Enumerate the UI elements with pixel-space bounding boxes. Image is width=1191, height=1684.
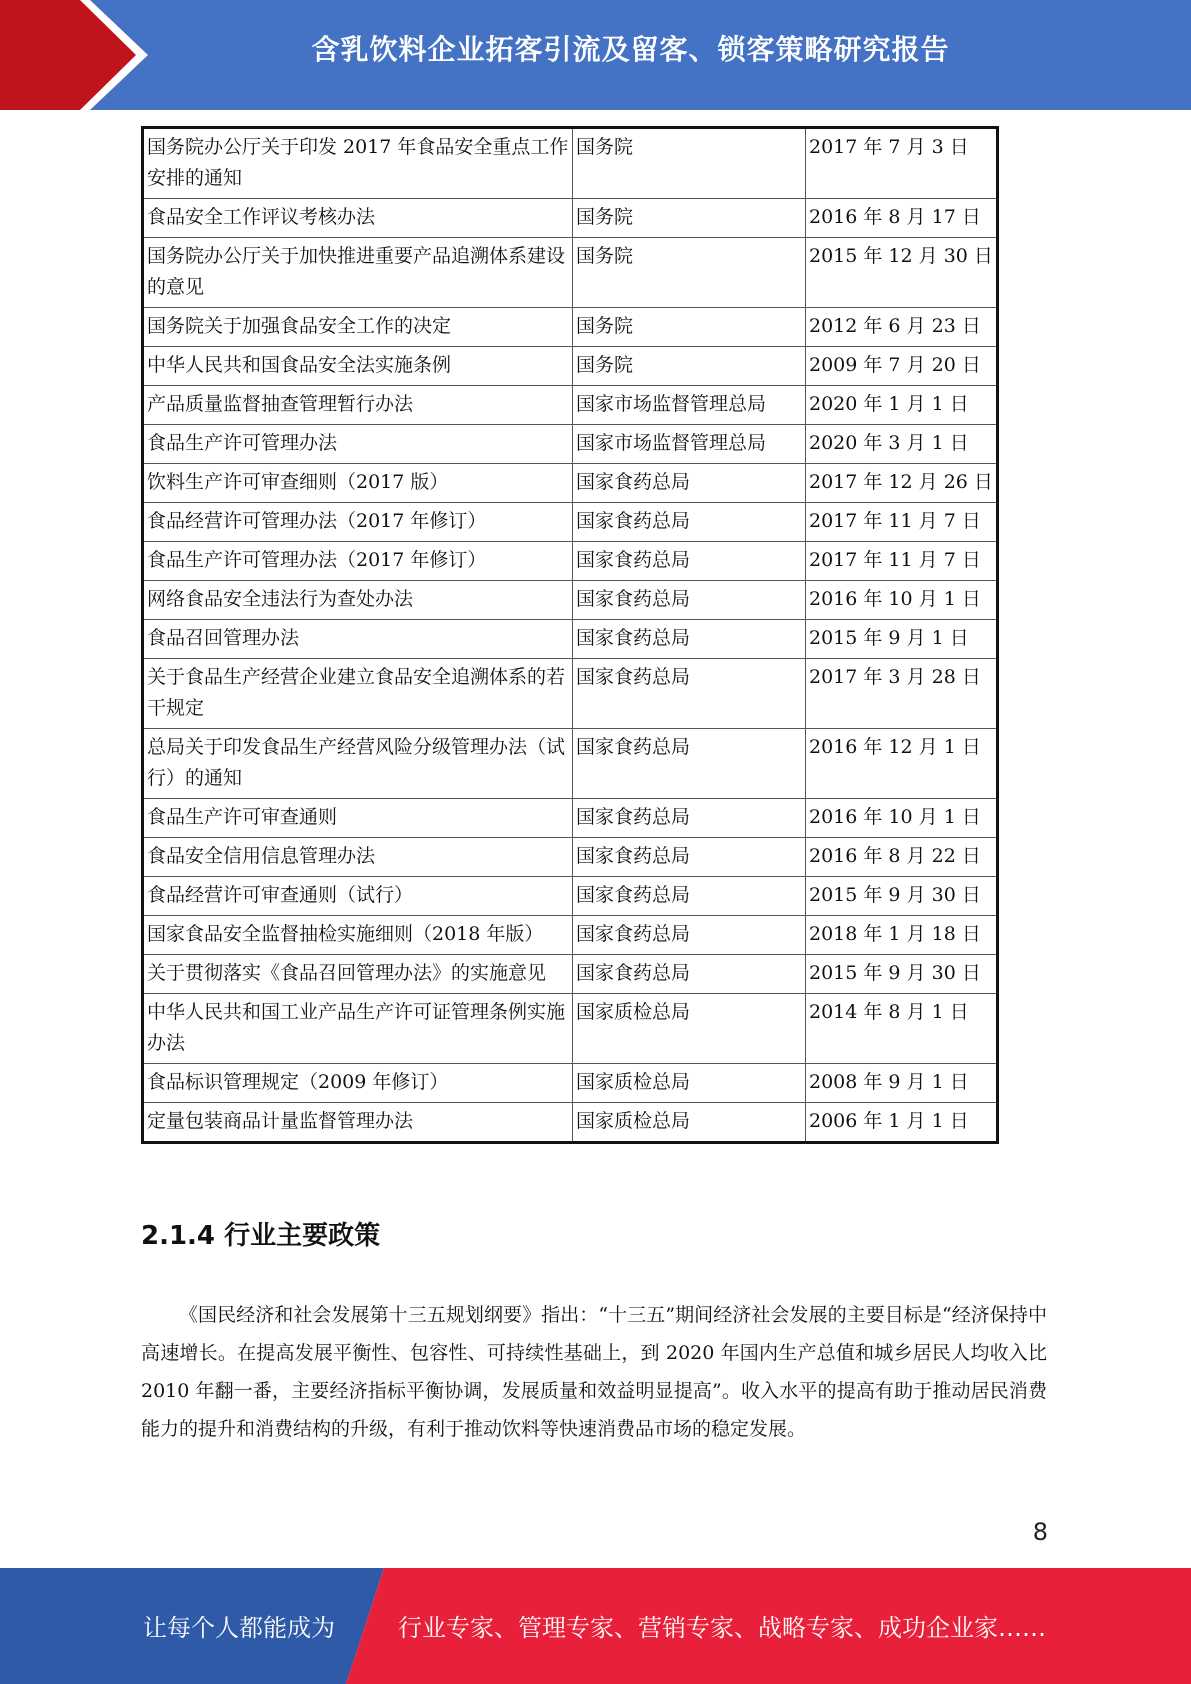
table-row [143, 1064, 998, 1103]
issuing-authority-cell: 国家质检总局 [573, 1103, 806, 1143]
effective-date-cell: 2016 年 10 月 1 日 [806, 581, 998, 620]
policy-name-cell: 食品召回管理办法 [143, 620, 573, 659]
table-row [143, 386, 998, 425]
table-row [143, 994, 998, 1064]
effective-date-cell: 2017 年 3 月 28 日 [806, 659, 998, 729]
effective-date-cell: 2016 年 10 月 1 日 [806, 799, 998, 838]
policy-name-cell: 国家食品安全监督抽检实施细则（2018 年版） [143, 916, 573, 955]
footer-slogan-left: 让每个人都能成为 [143, 1614, 335, 1642]
effective-date-cell: 2017 年 11 月 7 日 [806, 542, 998, 581]
table-row [143, 238, 998, 308]
issuing-authority-cell: 国家质检总局 [573, 1064, 806, 1103]
table-row [143, 659, 998, 729]
policy-name-cell: 食品标识管理规定（2009 年修订） [143, 1064, 573, 1103]
effective-date-cell: 2017 年 11 月 7 日 [806, 503, 998, 542]
issuing-authority-cell: 国务院 [573, 308, 806, 347]
footer-slogan-right: 行业专家、管理专家、营销专家、战略专家、成功企业家…… [398, 1614, 1046, 1642]
policy-table-body [143, 128, 998, 1143]
document-title: 含乳饮料企业拓客引流及留客、锁客策略研究报告 [311, 33, 950, 66]
issuing-authority-cell: 国务院 [573, 199, 806, 238]
issuing-authority-cell: 国家质检总局 [573, 994, 806, 1064]
policy-name-cell: 总局关于印发食品生产经营风险分级管理办法（试行）的通知 [143, 729, 573, 799]
table-row [143, 955, 998, 994]
issuing-authority-cell: 国家食药总局 [573, 581, 806, 620]
policy-name-cell: 食品生产许可审查通则 [143, 799, 573, 838]
issuing-authority-cell: 国家市场监督管理总局 [573, 386, 806, 425]
issuing-authority-cell: 国家食药总局 [573, 659, 806, 729]
issuing-authority-cell: 国家食药总局 [573, 916, 806, 955]
policy-table [141, 126, 999, 1144]
issuing-authority-cell: 国务院 [573, 128, 806, 199]
policy-name-cell: 网络食品安全违法行为查处办法 [143, 581, 573, 620]
effective-date-cell: 2020 年 3 月 1 日 [806, 425, 998, 464]
effective-date-cell: 2015 年 9 月 30 日 [806, 955, 998, 994]
policy-name-cell: 食品生产许可管理办法（2017 年修订） [143, 542, 573, 581]
table-row [143, 1103, 998, 1143]
effective-date-cell: 2018 年 1 月 18 日 [806, 916, 998, 955]
issuing-authority-cell: 国务院 [573, 238, 806, 308]
issuing-authority-cell: 国家食药总局 [573, 464, 806, 503]
table-row [143, 464, 998, 503]
effective-date-cell: 2014 年 8 月 1 日 [806, 994, 998, 1064]
table-row [143, 799, 998, 838]
effective-date-cell: 2015 年 9 月 1 日 [806, 620, 998, 659]
effective-date-cell: 2016 年 8 月 17 日 [806, 199, 998, 238]
issuing-authority-cell: 国务院 [573, 347, 806, 386]
table-row [143, 877, 998, 916]
table-row [143, 838, 998, 877]
issuing-authority-cell: 国家市场监督管理总局 [573, 425, 806, 464]
policy-name-cell: 关于贯彻落实《食品召回管理办法》的实施意见 [143, 955, 573, 994]
policy-name-cell: 食品经营许可审查通则（试行） [143, 877, 573, 916]
effective-date-cell: 2008 年 9 月 1 日 [806, 1064, 998, 1103]
page-header [0, 0, 1191, 110]
policy-name-cell: 食品安全信用信息管理办法 [143, 838, 573, 877]
page-footer [0, 1568, 1191, 1684]
table-row [143, 542, 998, 581]
policy-name-cell: 中华人民共和国工业产品生产许可证管理条例实施办法 [143, 994, 573, 1064]
table-row [143, 620, 998, 659]
policy-name-cell: 食品经营许可管理办法（2017 年修订） [143, 503, 573, 542]
section-heading: 2.1.4 行业主要政策 [141, 1221, 381, 1251]
effective-date-cell: 2009 年 7 月 20 日 [806, 347, 998, 386]
table-row [143, 308, 998, 347]
page-number: 8 [1032, 1518, 1048, 1546]
table-row [143, 503, 998, 542]
policy-name-cell: 国务院办公厅关于加快推进重要产品追溯体系建设的意见 [143, 238, 573, 308]
effective-date-cell: 2017 年 7 月 3 日 [806, 128, 998, 199]
effective-date-cell: 2017 年 12 月 26 日 [806, 464, 998, 503]
table-row [143, 128, 998, 199]
policy-name-cell: 定量包装商品计量监督管理办法 [143, 1103, 573, 1143]
policy-name-cell: 国务院办公厅关于印发 2017 年食品安全重点工作安排的通知 [143, 128, 573, 199]
effective-date-cell: 2015 年 9 月 30 日 [806, 877, 998, 916]
policy-name-cell: 食品安全工作评议考核办法 [143, 199, 573, 238]
effective-date-cell: 2016 年 8 月 22 日 [806, 838, 998, 877]
effective-date-cell: 2012 年 6 月 23 日 [806, 308, 998, 347]
table-row [143, 199, 998, 238]
effective-date-cell: 2020 年 1 月 1 日 [806, 386, 998, 425]
effective-date-cell: 2015 年 12 月 30 日 [806, 238, 998, 308]
table-row [143, 425, 998, 464]
table-row [143, 729, 998, 799]
table-row [143, 581, 998, 620]
issuing-authority-cell: 国家食药总局 [573, 503, 806, 542]
body-paragraph: 《国民经济和社会发展第十三五规划纲要》指出：“十三五”期间经济社会发展的主要目标是“经济保持中高速增长。在提高发展平衡性、包容性、可持续性基础上，到 2020 年国内生产总值和城乡居民人均收入比 2010 年翻一番，主要经济指标平衡协调，发展质量和效益明显提高”。收入水平的提高有助于推动居民消费能力的提升和消费结构的升级，有利于推动饮料等快速消费品市场的稳定发展。 [141, 1304, 1047, 1440]
effective-date-cell: 2006 年 1 月 1 日 [806, 1103, 998, 1143]
policy-name-cell: 饮料生产许可审查细则（2017 版） [143, 464, 573, 503]
policy-name-cell: 产品质量监督抽查管理暂行办法 [143, 386, 573, 425]
effective-date-cell: 2016 年 12 月 1 日 [806, 729, 998, 799]
issuing-authority-cell: 国家食药总局 [573, 542, 806, 581]
issuing-authority-cell: 国家食药总局 [573, 877, 806, 916]
issuing-authority-cell: 国家食药总局 [573, 799, 806, 838]
policy-name-cell: 关于食品生产经营企业建立食品安全追溯体系的若干规定 [143, 659, 573, 729]
issuing-authority-cell: 国家食药总局 [573, 729, 806, 799]
table-row [143, 347, 998, 386]
table-row [143, 916, 998, 955]
policy-name-cell: 中华人民共和国食品安全法实施条例 [143, 347, 573, 386]
issuing-authority-cell: 国家食药总局 [573, 955, 806, 994]
policy-name-cell: 国务院关于加强食品安全工作的决定 [143, 308, 573, 347]
issuing-authority-cell: 国家食药总局 [573, 838, 806, 877]
issuing-authority-cell: 国家食药总局 [573, 620, 806, 659]
policy-name-cell: 食品生产许可管理办法 [143, 425, 573, 464]
